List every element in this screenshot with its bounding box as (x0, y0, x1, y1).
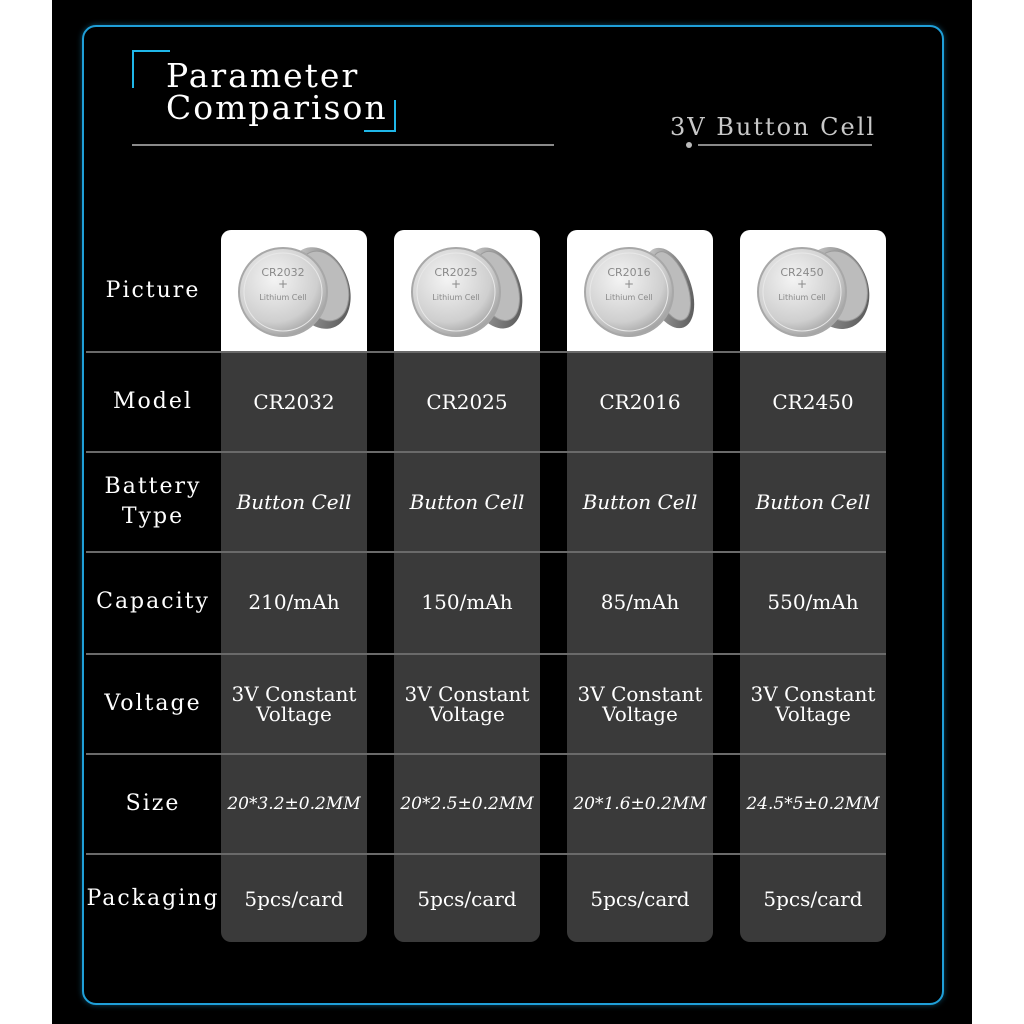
coin-sublabel: Lithium Cell (778, 293, 826, 302)
type-value: Button Cell (409, 490, 525, 514)
subtitle-underline (698, 144, 872, 146)
page-title (166, 56, 388, 127)
row-label-battery-type-line2: Type (121, 504, 185, 529)
coin-sublabel: Lithium Cell (259, 293, 307, 302)
row-divider (86, 351, 886, 353)
type-value: Button Cell (755, 490, 871, 514)
capacity-value: 210/mAh (248, 590, 340, 614)
coin-sublabel: Lithium Cell (605, 293, 653, 302)
model-value: CR2016 (599, 390, 681, 414)
voltage-value (221, 655, 367, 753)
row-divider (86, 451, 886, 453)
packaging-value: 5pcs/card (763, 887, 863, 911)
product-column-3 (567, 230, 713, 942)
model-value: CR2450 (772, 390, 854, 414)
packaging-value: 5pcs/card (417, 887, 517, 911)
voltage-line2: Voltage (429, 702, 505, 726)
row-divider (86, 653, 886, 655)
voltage-line1: 3V Constant (404, 682, 530, 706)
coin-battery-icon (404, 240, 530, 340)
model-value: CR2032 (253, 390, 335, 414)
row-label-battery-type-line1: Battery (104, 474, 202, 499)
title-corner-bracket-top-left (132, 50, 170, 88)
row-divider (86, 753, 886, 755)
coin-battery-icon (750, 240, 876, 340)
row-label-voltage: Voltage (104, 691, 202, 716)
coin-label: CR2025 (434, 266, 478, 279)
row-divider (86, 551, 886, 553)
row-label-packaging: Packaging (86, 886, 220, 911)
size-value: 20*1.6±0.2MM (573, 794, 707, 814)
product-column-2 (394, 230, 540, 942)
voltage-line2: Voltage (602, 702, 678, 726)
model-value: CR2025 (426, 390, 508, 414)
coin-sublabel: Lithium Cell (432, 293, 480, 302)
type-value: Button Cell (236, 490, 352, 514)
product-picture (567, 230, 713, 351)
capacity-value: 550/mAh (767, 590, 859, 614)
voltage-value (567, 655, 713, 753)
size-value: 20*2.5±0.2MM (400, 794, 534, 814)
subtitle-dot (686, 142, 692, 148)
voltage-value (740, 655, 886, 753)
capacity-value: 150/mAh (421, 590, 513, 614)
size-value: 24.5*5±0.2MM (746, 794, 880, 814)
coin-battery-icon (577, 240, 703, 340)
coin-label: CR2450 (780, 266, 824, 279)
product-picture (221, 230, 367, 351)
coin-label: CR2016 (607, 266, 651, 279)
voltage-line1: 3V Constant (750, 682, 876, 706)
svg-text:+: + (450, 277, 462, 291)
row-label-picture: Picture (105, 277, 201, 303)
type-value: Button Cell (582, 490, 698, 514)
title-underline (132, 144, 554, 146)
voltage-line1: 3V Constant (231, 682, 357, 706)
voltage-line2: Voltage (256, 702, 332, 726)
product-column-4 (740, 230, 886, 942)
row-divider (86, 853, 886, 855)
row-label-size: Size (125, 791, 181, 816)
capacity-value: 85/mAh (600, 590, 680, 614)
coin-label: CR2032 (261, 266, 305, 279)
row-label-battery-type (86, 453, 220, 551)
svg-text:+: + (796, 277, 808, 291)
svg-text:+: + (277, 277, 289, 291)
subtitle: 3V Button Cell (670, 113, 877, 141)
row-label-capacity: Capacity (96, 589, 210, 614)
product-picture (394, 230, 540, 351)
row-label-model: Model (113, 389, 193, 414)
packaging-value: 5pcs/card (244, 887, 344, 911)
voltage-line2: Voltage (775, 702, 851, 726)
product-picture (740, 230, 886, 351)
packaging-value: 5pcs/card (590, 887, 690, 911)
voltage-line1: 3V Constant (577, 682, 703, 706)
size-value: 20*3.2±0.2MM (227, 794, 361, 814)
svg-text:+: + (623, 277, 635, 291)
title-line-2: Comparison (166, 88, 388, 127)
coin-battery-icon (231, 240, 357, 340)
product-column-1 (221, 230, 367, 942)
voltage-value (394, 655, 540, 753)
title-line-1: Parameter (166, 56, 360, 95)
